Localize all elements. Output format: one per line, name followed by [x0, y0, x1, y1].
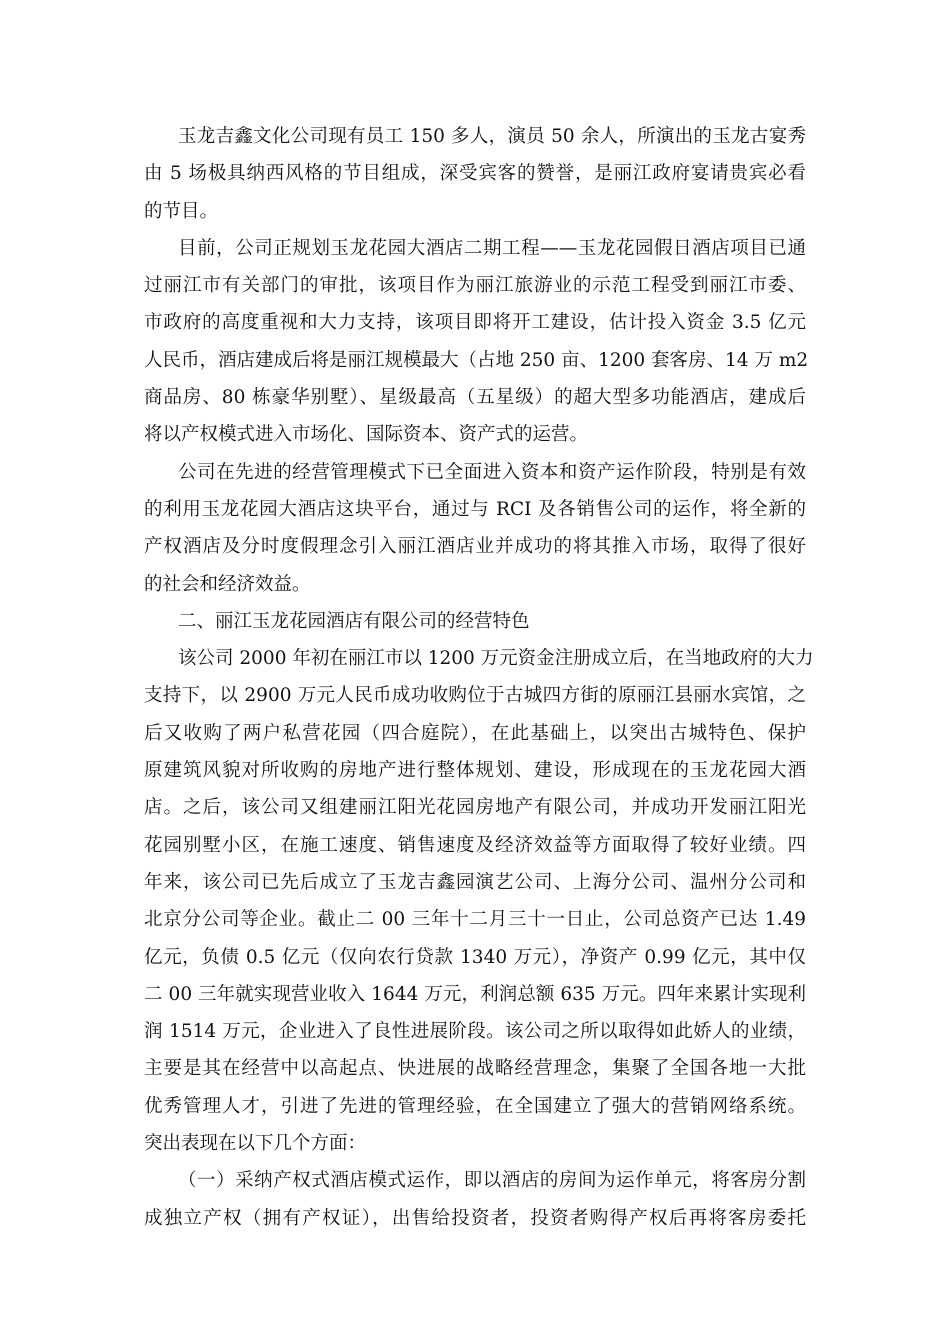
- text-line: 优秀管理人才，引进了先进的管理经验，在全国建立了强大的营销网络系统。: [144, 1095, 806, 1117]
- document-page: [144, 118, 814, 1237]
- text-line: 玉龙吉鑫文化公司现有员工 150 多人，演员 50 余人，所演出的玉龙古宴秀: [178, 126, 806, 147]
- text-line: 店。之后，该公司又组建丽江阳光花园房地产有限公司，并成功开发丽江阳光: [144, 797, 806, 819]
- text-line: 的节目。: [144, 200, 219, 222]
- text-line: 突出表现在以下几个方面：: [144, 1133, 367, 1155]
- text-line: 商品房、80 栋豪华别墅）、星级最高（五星级）的超大型多功能酒店，建成后: [144, 387, 806, 409]
- text-line: 后又收购了两户私营花园（四合庭院），在此基础上，以突出古城特色、保护: [144, 722, 806, 744]
- text-line: 原建筑风貌对所收购的房地产进行整体规划、建设，形成现在的玉龙花园大酒: [144, 760, 806, 782]
- text-line: 的社会和经济效益。: [144, 573, 311, 595]
- text-line: 将以产权模式进入市场化、国际资本、资产式的运营。: [144, 424, 589, 446]
- text-line: 目前，公司正规划玉龙花园大酒店二期工程——玉龙花园假日酒店项目已通: [178, 237, 806, 259]
- text-line: 二 00 三年就实现营业收入 1644 万元，利润总额 635 万元。四年来累计实现利: [144, 983, 806, 1005]
- text-line: 亿元，负债 0.5 亿元（仅向农行贷款 1340 万元），净资产 0.99 亿元，其中仅: [144, 946, 806, 968]
- text-line: 公司在先进的经营管理模式下已全面进入资本和资产运作阶段，特别是有效: [178, 461, 806, 483]
- text-line: 成独立产权（拥有产权证），出售给投资者，投资者购得产权后再将客房委托: [144, 1207, 806, 1229]
- text-line: 年来，该公司已先后成立了玉龙吉鑫园演艺公司、上海分公司、温州分公司和: [144, 871, 806, 893]
- text-line: 产权酒店及分时度假理念引入丽江酒店业并成功的将其推入市场，取得了很好: [144, 536, 806, 558]
- text-line: 该公司 2000 年初在丽江市以 1200 万元资金注册成立后，在当地政府的大力: [178, 648, 814, 670]
- text-line: （一）采纳产权式酒店模式运作，即以酒店的房间为运作单元，将客房分割: [178, 1170, 806, 1192]
- text-line: 北京分公司等企业。截止二 00 三年十二月三十一日止，公司总资产已达 1.49: [144, 909, 806, 931]
- text-line: 二、丽江玉龙花园酒店有限公司的经营特色: [178, 610, 530, 632]
- text-line: 主要是其在经营中以高起点、快进展的战略经营理念，集聚了全国各地一大批: [144, 1058, 806, 1080]
- text-line: 过丽江市有关部门的审批，该项目作为丽江旅游业的示范工程受到丽江市委、: [144, 275, 806, 297]
- text-line: 的利用玉龙花园大酒店这块平台，通过与 RCI 及各销售公司的运作，将全新的: [144, 498, 806, 520]
- text-line: 市政府的高度重视和大力支持，该项目即将开工建设，估计投入资金 3.5 亿元: [144, 312, 806, 334]
- text-line: 由 5 场极具纳西风格的节目组成，深受宾客的赞誉，是丽江政府宴请贵宾必看: [144, 163, 806, 185]
- text-line: 花园别墅小区，在施工速度、销售速度及经济效益等方面取得了较好业绩。四: [144, 834, 806, 856]
- text-line: 润 1514 万元，企业进入了良性进展阶段。该公司之所以取得如此娇人的业绩，: [144, 1021, 806, 1043]
- text-line: 人民币，酒店建成后将是丽江规模最大（占地 250 亩、1200 套客房、14 万 m2: [144, 349, 809, 371]
- text-line: 支持下，以 2900 万元人民币成功收购位于古城四方街的原丽江县丽水宾馆，之: [144, 685, 806, 707]
